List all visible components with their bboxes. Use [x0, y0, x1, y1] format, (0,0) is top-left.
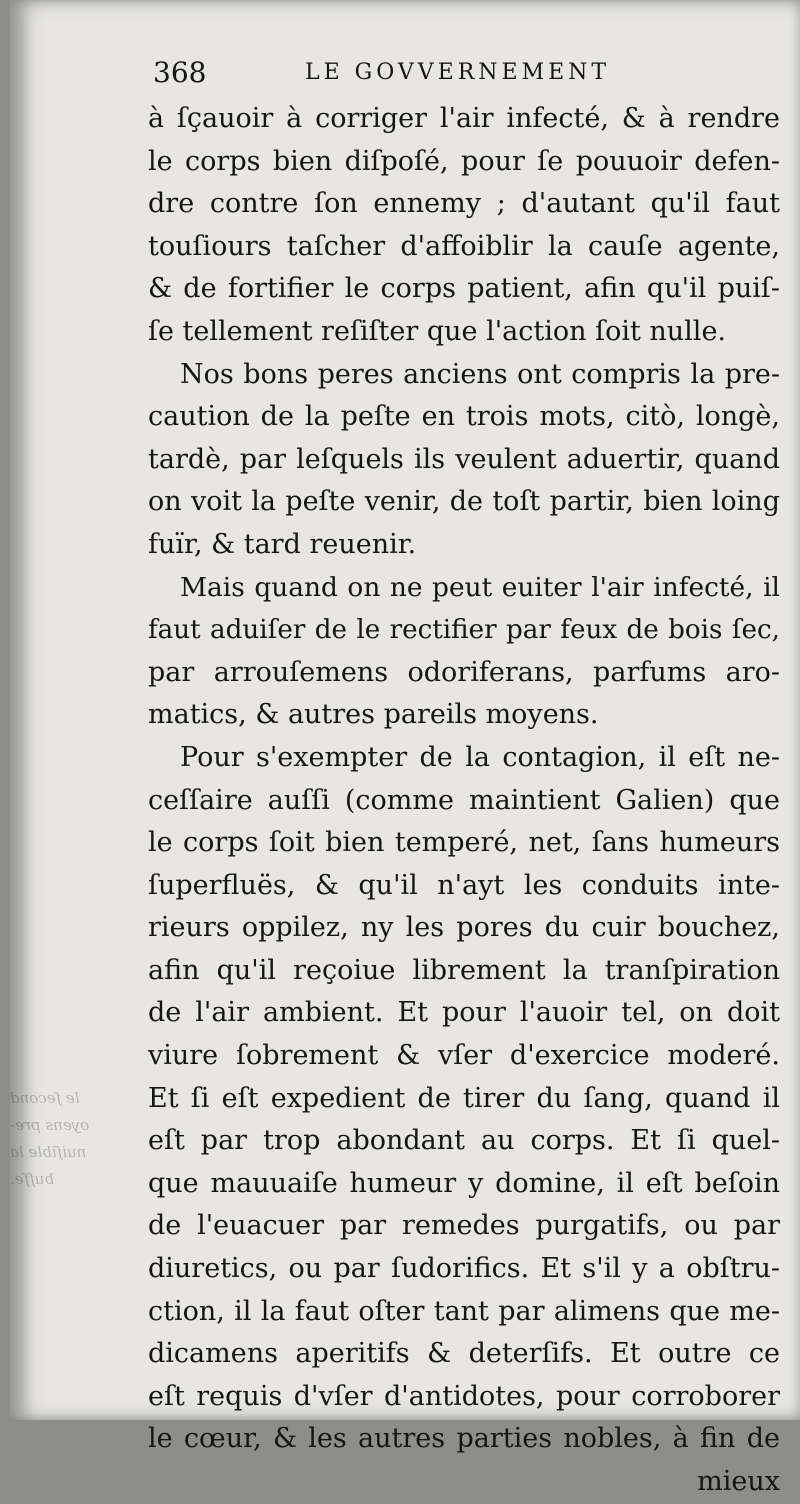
text-line: afin qu'il reçoiue librement la tranſpiration	[148, 954, 780, 986]
text-line: que mauuaiſe humeur y domine, il eſt beſoin	[148, 1167, 780, 1199]
text-line: ſe tellement reſiſter que l'action ſoit nulle.	[148, 315, 727, 347]
text-line: fuïr, & tard reuenir.	[148, 528, 417, 560]
text-line: eſt par trop abondant au corps. Et ſi quel-	[148, 1125, 780, 1157]
catchword: mieux	[697, 1466, 780, 1497]
text-line: matics, & autres pareils moyens.	[148, 699, 599, 731]
page-number: 368	[153, 56, 207, 89]
show-through-text	[10, 1085, 135, 1225]
text-line: dre contre ſon ennemy ; d'autant qu'il faut	[148, 188, 780, 220]
text-line: dicamens aperitifs & deterſifs. Et outre ce	[148, 1338, 780, 1370]
book-page	[10, 0, 800, 1497]
body-text	[148, 98, 780, 1504]
text-line: ceſſaire auſſi (comme maintient Galien) que	[148, 784, 780, 816]
show-through-line: le ſecond	[10, 1089, 80, 1107]
text-line: touſiours taſcher d'affoiblir la cauſe agente,	[148, 230, 780, 262]
text-line: viure ſobrement & vſer d'exercice moderé.	[148, 1040, 780, 1072]
show-through-line: buſſe.	[10, 1170, 55, 1188]
text-line: faut aduiſer de le rectifier par feux de bois ſec,	[148, 615, 780, 646]
text-line: par arrouſemens odoriferans, parfums aro-	[148, 656, 780, 688]
text-line: ction, il la faut oſter tant par alimens que me-	[148, 1295, 780, 1327]
paragraph-first-line: Mais quand on ne peut euiter l'air infecté, il	[180, 571, 780, 603]
text-line: le corps bien diſpoſé, pour ſe pouuoir defen-	[148, 145, 780, 177]
text-line: rieurs oppilez, ny les pores du cuir bouchez,	[148, 912, 780, 944]
text-line: & de fortifier le corps patient, afin qu'il puiſ-	[148, 273, 780, 305]
text-line: Et ſi eſt expedient de tirer du ſang, quand il	[148, 1082, 780, 1114]
text-line: le cœur, & les autres parties nobles, à fin de	[148, 1423, 780, 1455]
text-line: on voit la peſte venir, de toſt partir, bien loing	[148, 486, 780, 518]
text-line: ſuperfluës, & qu'il n'ayt les conduits inte-	[148, 869, 780, 901]
text-line: le corps ſoit bien temperé, net, ſans humeurs	[148, 827, 780, 859]
text-line: à ſçauoir à corriger l'air infecté, & à rendre	[148, 103, 780, 134]
page-header	[143, 55, 703, 91]
text-line: caution de la peſte en trois mots, citò, longè,	[148, 401, 780, 433]
running-title: LE GOVVERNEMENT	[305, 60, 611, 85]
show-through-line: nuiſible la	[10, 1143, 87, 1161]
show-through-line: oyens pre-	[10, 1116, 90, 1134]
text-line: de l'euacuer par remedes purgatifs, ou par	[148, 1210, 780, 1242]
paragraph-first-line: Nos bons peres anciens ont compris la pre-	[180, 358, 780, 390]
paragraph-first-line: Pour s'exempter de la contagion, il eſt ne-	[180, 741, 780, 773]
text-line: tardè, par leſquels ils veulent aduertir, quand	[148, 443, 780, 475]
text-line: diuretics, ou par ſudorifics. Et s'il y a obſtru-	[148, 1253, 780, 1285]
text-line: de l'air ambient. Et pour l'auoir tel, on doit	[148, 997, 780, 1029]
text-line: eſt requis d'vſer d'antidotes, pour corroborer	[148, 1380, 780, 1412]
